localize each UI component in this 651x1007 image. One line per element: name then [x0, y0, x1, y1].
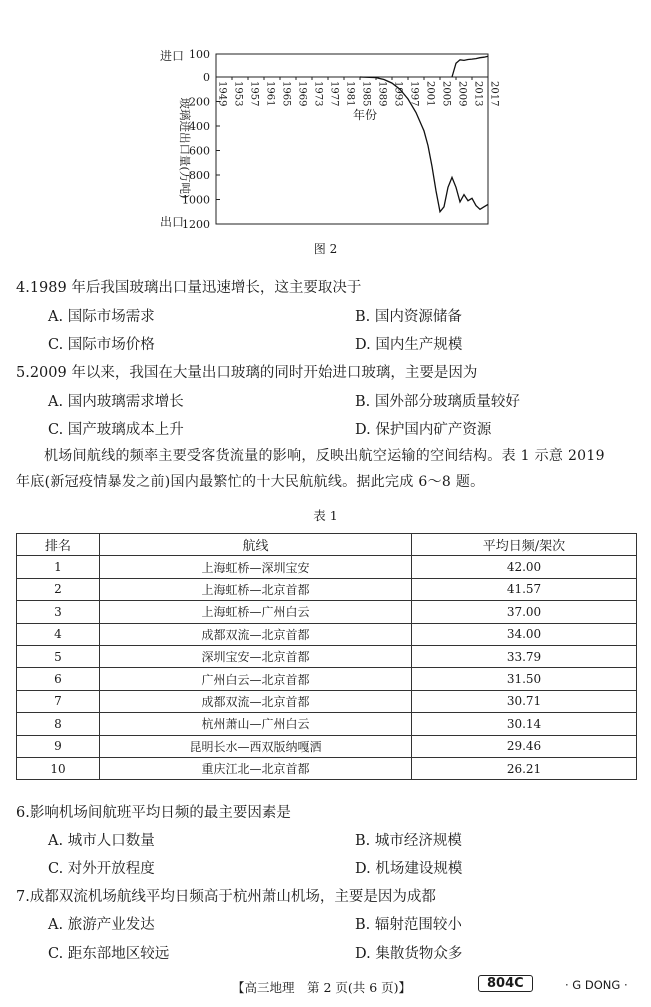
q4-option-d: D. 国内生产规模 — [355, 337, 463, 353]
y-axis-label: 玻璃进出口量(万吨) — [178, 97, 192, 199]
x-tick-label: 1985 — [360, 81, 372, 107]
frequency-cell: 33.79 — [412, 645, 637, 667]
frequency-cell: 30.71 — [412, 690, 637, 712]
frequency-cell: 30.14 — [412, 713, 637, 735]
x-tick-label: 1953 — [232, 81, 244, 107]
x-tick-label: 1949 — [216, 81, 228, 107]
plot-frame — [216, 54, 488, 224]
x-tick-label: 1981 — [344, 81, 356, 107]
q5-option-d: D. 保护国内矿产资源 — [355, 422, 492, 438]
rank-cell: 2 — [17, 578, 100, 600]
frequency-cell: 37.00 — [412, 601, 637, 623]
question-5-stem: 5.2009 年以来，我国在大量出口玻璃的同时开始进口玻璃，主要是因为 — [16, 365, 478, 381]
y-tick-label: 200 — [189, 95, 210, 109]
question-4-stem: 4.1989 年后我国玻璃出口量迅速增长，这主要取决于 — [16, 280, 362, 296]
route-cell: 成都双流—北京首都 — [100, 623, 412, 645]
table-row — [17, 578, 637, 600]
q5-option-a: A. 国内玻璃需求增长 — [48, 394, 184, 410]
x-tick-label: 1973 — [312, 81, 324, 107]
table-caption: 表 1 — [313, 508, 338, 523]
q5-option-c: C. 国产玻璃成本上升 — [48, 422, 184, 438]
route-cell: 上海虹桥—广州白云 — [100, 601, 412, 623]
frequency-cell: 29.46 — [412, 735, 637, 757]
rank-cell: 7 — [17, 690, 100, 712]
rank-cell: 10 — [17, 757, 100, 779]
y-tick-label: 1200 — [182, 218, 210, 231]
x-tick-label: 1977 — [328, 81, 340, 107]
route-cell: 重庆江北—北京首都 — [100, 757, 412, 779]
route-cell: 杭州萧山—广州白云 — [100, 713, 412, 735]
x-tick-label: 1969 — [296, 81, 308, 107]
q6-option-d: D. 机场建设规模 — [355, 861, 463, 877]
page-footer-info: 【高三地理 第 2 页(共 6 页)】 — [232, 980, 412, 995]
q7-option-d: D. 集散货物众多 — [355, 946, 463, 962]
footer-brand: · G DONG · — [565, 978, 628, 992]
y-tick-label: 400 — [189, 120, 210, 133]
x-tick-label: 2001 — [424, 81, 436, 107]
q4-option-a: A. 国际市场需求 — [48, 309, 155, 325]
q6-option-b: B. 城市经济规模 — [355, 833, 462, 849]
x-tick-label: 1993 — [392, 81, 404, 107]
glass-trade-chart — [0, 40, 651, 240]
header-daily-frequency: 平均日频/架次 — [412, 534, 637, 556]
question-7-stem: 7.成都双流机场航线平均日频高于杭州萧山机场，主要是因为成都 — [16, 889, 436, 905]
rank-cell: 5 — [17, 645, 100, 667]
table-row — [17, 735, 637, 757]
rank-cell: 1 — [17, 556, 100, 578]
frequency-cell: 34.00 — [412, 623, 637, 645]
import-label: 进口 — [160, 49, 185, 63]
airline-routes-table — [16, 533, 637, 780]
header-rank: 排名 — [17, 534, 100, 556]
question-6-stem: 6.影响机场间航班平均日频的最主要因素是 — [16, 805, 291, 821]
q4-option-c: C. 国际市场价格 — [48, 337, 155, 353]
rank-cell: 8 — [17, 713, 100, 735]
rank-cell: 9 — [17, 735, 100, 757]
y-tick-label: 0 — [203, 71, 210, 84]
table-row — [17, 757, 637, 779]
table-row — [17, 556, 637, 578]
rank-cell: 3 — [17, 601, 100, 623]
table-row — [17, 690, 637, 712]
paper-code-badge: 804C — [478, 975, 533, 992]
table-row — [17, 668, 637, 690]
y-tick-label: 1000 — [182, 193, 210, 207]
q7-option-b: B. 辐射范围较小 — [355, 917, 462, 933]
rank-cell: 6 — [17, 668, 100, 690]
frequency-cell: 26.21 — [412, 757, 637, 779]
x-tick-label: 1997 — [408, 81, 420, 107]
y-tick-label: 100 — [189, 48, 210, 61]
frequency-cell: 42.00 — [412, 556, 637, 578]
x-tick-label: 1965 — [280, 81, 292, 107]
y-tick-label: 600 — [189, 144, 210, 158]
route-cell: 上海虹桥—深圳宝安 — [100, 556, 412, 578]
figure-caption: 图 2 — [313, 242, 338, 256]
x-axis-label: 年份 — [352, 108, 378, 122]
q6-option-a: A. 城市人口数量 — [48, 833, 155, 849]
q7-option-c: C. 距东部地区较远 — [48, 946, 170, 962]
x-tick-label: 2017 — [488, 81, 500, 107]
q4-option-b: B. 国内资源储备 — [355, 309, 462, 325]
intro-line-2: 年底(新冠疫情暴发之前)国内最繁忙的十大民航航线。据此完成 6～8 题。 — [16, 474, 485, 490]
x-tick-label: 2005 — [440, 81, 452, 107]
route-cell: 上海虹桥—北京首都 — [100, 578, 412, 600]
frequency-cell: 41.57 — [412, 578, 637, 600]
x-tick-label: 1957 — [248, 81, 260, 107]
x-tick-label: 2013 — [472, 81, 484, 107]
q5-option-b: B. 国外部分玻璃质量较好 — [355, 394, 520, 410]
intro-paragraph — [16, 443, 636, 495]
route-cell: 成都双流—北京首都 — [100, 690, 412, 712]
q6-option-c: C. 对外开放程度 — [48, 861, 155, 877]
table-row — [17, 601, 637, 623]
table-row — [17, 645, 637, 667]
route-cell: 深圳宝安—北京首都 — [100, 645, 412, 667]
x-tick-label: 1961 — [264, 81, 276, 107]
table-row — [17, 713, 637, 735]
q7-option-a: A. 旅游产业发达 — [48, 917, 155, 933]
import-series-line — [452, 56, 488, 77]
table-row — [17, 623, 637, 645]
export-label: 出口 — [160, 215, 185, 229]
route-cell: 广州白云—北京首都 — [100, 668, 412, 690]
intro-line-1: 机场间航线的频率主要受客货流量的影响，反映出航空运输的空间结构。表 1 示意 2019 — [44, 448, 605, 464]
table-header-row — [17, 534, 637, 556]
rank-cell: 4 — [17, 623, 100, 645]
y-tick-label: 800 — [189, 169, 210, 182]
x-tick-label: 2009 — [456, 81, 468, 107]
frequency-cell: 31.50 — [412, 668, 637, 690]
x-tick-label: 1989 — [376, 81, 388, 107]
header-route: 航线 — [100, 534, 412, 556]
route-cell: 昆明长水—西双版纳嘎洒 — [100, 735, 412, 757]
